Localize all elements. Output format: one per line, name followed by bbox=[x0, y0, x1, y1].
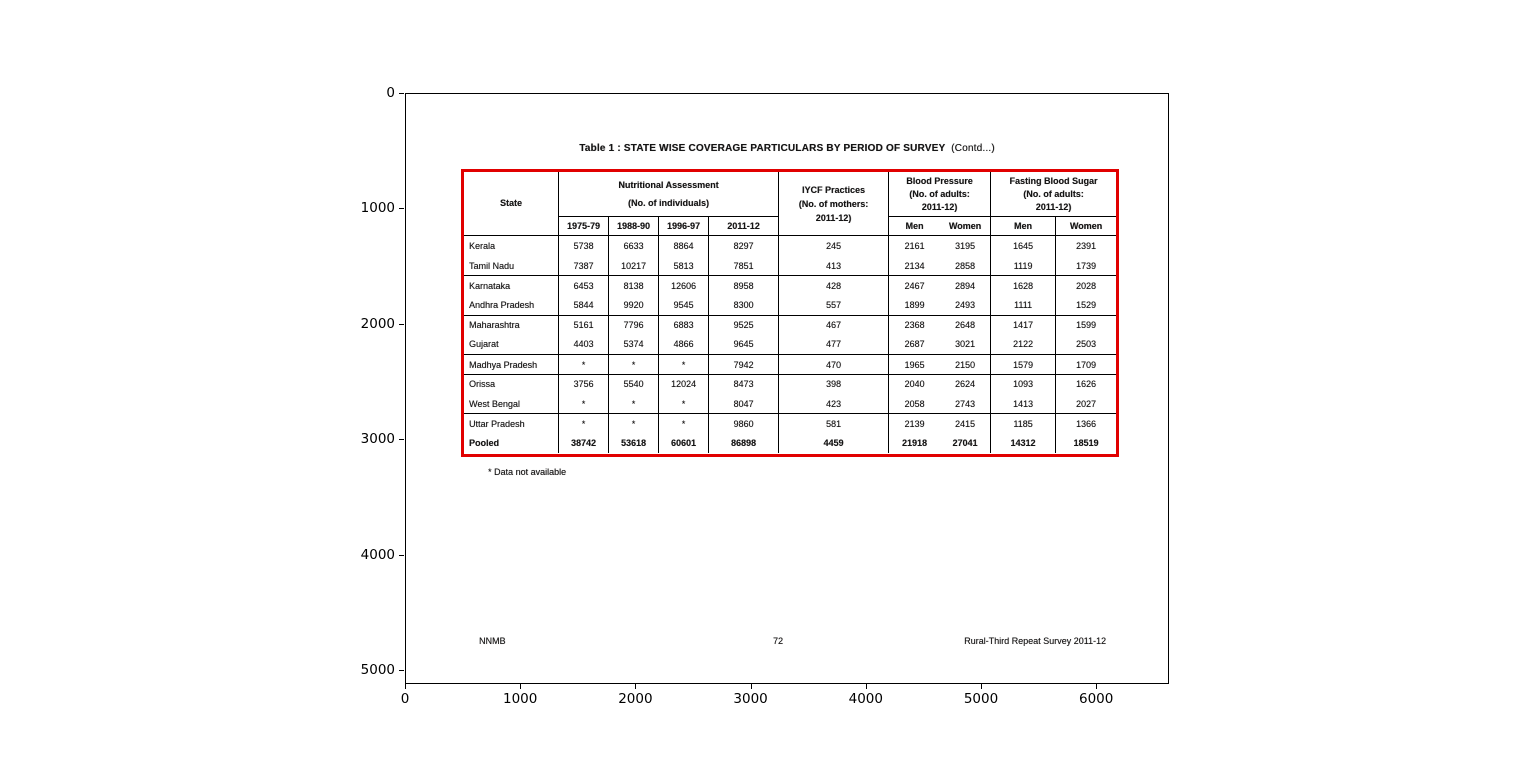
value-cell: 8473 bbox=[709, 374, 779, 394]
value-cell: 1417 bbox=[991, 315, 1056, 335]
header-year-1996-97: 1996-97 bbox=[659, 217, 709, 236]
value-cell: * bbox=[559, 394, 609, 414]
value-cell: 4459 bbox=[779, 433, 889, 453]
value-cell: 2391 bbox=[1075, 240, 1097, 251]
value-cell: 1093 bbox=[991, 374, 1056, 394]
value-cell: 3756 bbox=[559, 374, 609, 394]
value-cell: 86898 bbox=[709, 433, 779, 453]
value-cell: 2134 bbox=[904, 260, 925, 271]
value-cell: 2368 bbox=[889, 315, 940, 335]
value-cell: 8300 bbox=[709, 295, 779, 315]
x-tick-mark bbox=[520, 684, 521, 689]
state-cell: West Bengal bbox=[464, 394, 559, 414]
value-cell: 8297 bbox=[709, 236, 779, 256]
value-cell: 2161 bbox=[904, 240, 925, 251]
x-tick-label: 5000 bbox=[963, 691, 999, 707]
x-tick-label: 0 bbox=[400, 691, 410, 707]
header-fbs-men: Men bbox=[991, 217, 1056, 236]
value-cell: 423 bbox=[779, 394, 889, 414]
value-cell: 477 bbox=[779, 335, 889, 355]
y-tick-mark bbox=[399, 324, 404, 325]
state-cell: Kerala bbox=[464, 236, 559, 256]
value-cell: 9645 bbox=[709, 335, 779, 355]
value-cell: 428 bbox=[779, 275, 889, 295]
footer-org: NNMB bbox=[479, 636, 506, 646]
y-tick-label: 0 bbox=[386, 85, 395, 101]
value-cell: 5844 bbox=[559, 295, 609, 315]
x-tick-label: 2000 bbox=[618, 691, 653, 707]
value-cell: 1413 bbox=[991, 394, 1056, 414]
value-cell: 21918 bbox=[901, 438, 928, 449]
header-bp-women: Women bbox=[940, 217, 991, 236]
state-cell: Andhra Pradesh bbox=[464, 295, 559, 315]
value-cell: 5161 bbox=[559, 315, 609, 335]
value-cell: 2624 bbox=[940, 374, 991, 394]
value-cell: 9860 bbox=[709, 413, 779, 433]
header-iycf: IYCF Practices (No. of mothers: 2011-12) bbox=[779, 172, 889, 236]
y-tick-label: 2000 bbox=[360, 315, 395, 332]
value-cell: 2058 bbox=[904, 398, 925, 409]
state-cell: Pooled bbox=[464, 433, 559, 453]
y-tick-mark bbox=[399, 93, 404, 94]
value-cell: 5540 bbox=[609, 374, 659, 394]
value-cell: 1628 bbox=[991, 275, 1056, 295]
table-title-contd: (Contd...) bbox=[951, 143, 995, 154]
header-bp-men: Men bbox=[889, 217, 940, 236]
y-tick-label: 5000 bbox=[360, 662, 395, 678]
value-cell: 38742 bbox=[559, 433, 609, 453]
value-cell: * bbox=[609, 354, 659, 374]
value-cell: * bbox=[659, 413, 709, 433]
header-fbs-women: Women bbox=[1056, 217, 1116, 236]
value-cell: 8864 bbox=[659, 236, 709, 256]
header-year-1975-79: 1975-79 bbox=[559, 217, 609, 236]
value-cell: 1899 bbox=[904, 300, 925, 311]
value-cell: * bbox=[609, 394, 659, 414]
value-cell: * bbox=[559, 413, 609, 433]
value-cell: 8047 bbox=[709, 394, 779, 414]
x-tick-mark bbox=[635, 684, 636, 689]
value-cell: 7851 bbox=[709, 256, 779, 276]
header-year-1988-90: 1988-90 bbox=[609, 217, 659, 236]
value-cell: 1645 bbox=[991, 236, 1056, 256]
value-cell: 1185 bbox=[991, 413, 1056, 433]
value-cell: 2040 bbox=[889, 374, 940, 394]
value-cell: 2743 bbox=[940, 394, 991, 414]
value-cell: 1739 bbox=[1075, 260, 1097, 271]
value-cell: 60601 bbox=[659, 433, 709, 453]
value-cell: * bbox=[659, 394, 709, 414]
value-cell: 2858 bbox=[940, 256, 991, 276]
value-cell: 5738 bbox=[559, 236, 609, 256]
y-tick-mark bbox=[399, 439, 404, 440]
value-cell: 1529 bbox=[1075, 300, 1097, 311]
state-cell: Uttar Pradesh bbox=[464, 413, 559, 433]
y-tick-label: 4000 bbox=[360, 546, 395, 563]
header-nutritional-assessment: Nutritional Assessment (No. of individuals) bbox=[559, 172, 779, 217]
value-cell: 53618 bbox=[609, 433, 659, 453]
value-cell: 2027 bbox=[1075, 398, 1097, 409]
y-tick-label: 3000 bbox=[360, 431, 395, 448]
value-cell: 2028 bbox=[1056, 275, 1116, 295]
y-tick-label: 1000 bbox=[360, 200, 395, 217]
state-cell: Karnataka bbox=[464, 275, 559, 295]
x-tick-label: 4000 bbox=[848, 691, 883, 707]
table-footnote: * Data not available bbox=[488, 467, 567, 477]
header-state: State bbox=[464, 172, 559, 236]
data-table bbox=[461, 169, 1119, 457]
value-cell: 245 bbox=[779, 236, 889, 256]
value-cell: 9525 bbox=[709, 315, 779, 335]
plot-axes bbox=[405, 93, 1169, 684]
value-cell: 2894 bbox=[940, 275, 991, 295]
table-title-text: Table 1 : STATE WISE COVERAGE PARTICULARS BY PERIOD OF SURVEY bbox=[579, 143, 946, 154]
value-cell: 2415 bbox=[940, 413, 991, 433]
y-tick-mark bbox=[399, 670, 404, 671]
value-cell: 1599 bbox=[1056, 315, 1116, 335]
header-fasting-blood-sugar: Fasting Blood Sugar (No. of adults: 2011-12) bbox=[991, 172, 1116, 217]
footer-survey: Rural-Third Repeat Survey 2011-12 bbox=[964, 636, 1106, 646]
value-cell: 581 bbox=[779, 413, 889, 433]
y-tick-mark bbox=[399, 208, 404, 209]
x-tick-label: 1000 bbox=[503, 691, 538, 707]
value-cell: 2150 bbox=[940, 354, 991, 374]
table-title bbox=[406, 143, 1168, 154]
header-blood-pressure: Blood Pressure (No. of adults: 2011-12) bbox=[889, 172, 991, 217]
value-cell: 2467 bbox=[889, 275, 940, 295]
value-cell: 5813 bbox=[659, 256, 709, 276]
value-cell: 5374 bbox=[609, 335, 659, 355]
value-cell: 1111 bbox=[991, 295, 1056, 315]
value-cell: * bbox=[609, 413, 659, 433]
value-cell: 10217 bbox=[609, 256, 659, 276]
value-cell: 1626 bbox=[1056, 374, 1116, 394]
value-cell: 2687 bbox=[904, 339, 925, 350]
value-cell: 2503 bbox=[1075, 339, 1097, 350]
state-cell: Madhya Pradesh bbox=[464, 354, 559, 374]
value-cell: 398 bbox=[779, 374, 889, 394]
header-year-2011-12: 2011-12 bbox=[709, 217, 779, 236]
value-cell: 27041 bbox=[940, 433, 991, 453]
value-cell: 7796 bbox=[609, 315, 659, 335]
value-cell: 7942 bbox=[709, 354, 779, 374]
state-cell: Maharashtra bbox=[464, 315, 559, 335]
value-cell: 9920 bbox=[609, 295, 659, 315]
x-tick-mark bbox=[751, 684, 752, 689]
value-cell: 1709 bbox=[1056, 354, 1116, 374]
value-cell: 2139 bbox=[889, 413, 940, 433]
x-tick-label: 3000 bbox=[733, 691, 768, 707]
value-cell: 6883 bbox=[659, 315, 709, 335]
value-cell: 2122 bbox=[991, 335, 1056, 355]
value-cell: 7387 bbox=[559, 256, 609, 276]
value-cell: 6453 bbox=[559, 275, 609, 295]
x-tick-label: 6000 bbox=[1079, 691, 1114, 707]
value-cell: 470 bbox=[779, 354, 889, 374]
value-cell: 2648 bbox=[940, 315, 991, 335]
x-tick-mark bbox=[405, 684, 406, 689]
value-cell: 12606 bbox=[659, 275, 709, 295]
x-tick-mark bbox=[981, 684, 982, 689]
value-cell: 2493 bbox=[940, 295, 991, 315]
footer-page-number: 72 bbox=[772, 636, 783, 646]
state-cell: Tamil Nadu bbox=[464, 256, 559, 276]
y-tick-mark bbox=[399, 555, 404, 556]
value-cell: 8958 bbox=[709, 275, 779, 295]
value-cell: 467 bbox=[779, 315, 889, 335]
value-cell: 4403 bbox=[559, 335, 609, 355]
value-cell: 14312 bbox=[991, 433, 1056, 453]
value-cell: 3195 bbox=[940, 236, 991, 256]
state-cell: Gujarat bbox=[464, 335, 559, 355]
value-cell: 557 bbox=[779, 295, 889, 315]
value-cell: 4866 bbox=[659, 335, 709, 355]
x-tick-mark bbox=[866, 684, 867, 689]
value-cell: 12024 bbox=[659, 374, 709, 394]
value-cell: 1119 bbox=[991, 256, 1056, 276]
value-cell: 8138 bbox=[609, 275, 659, 295]
value-cell: 1366 bbox=[1056, 413, 1116, 433]
value-cell: * bbox=[559, 354, 609, 374]
state-cell: Orissa bbox=[464, 374, 559, 394]
value-cell: 6633 bbox=[609, 236, 659, 256]
x-tick-mark bbox=[1096, 684, 1097, 689]
value-cell: * bbox=[659, 354, 709, 374]
value-cell: 1965 bbox=[889, 354, 940, 374]
value-cell: 18519 bbox=[1073, 438, 1099, 449]
value-cell: 1579 bbox=[991, 354, 1056, 374]
value-cell: 3021 bbox=[940, 335, 991, 355]
value-cell: 413 bbox=[779, 256, 889, 276]
value-cell: 9545 bbox=[659, 295, 709, 315]
